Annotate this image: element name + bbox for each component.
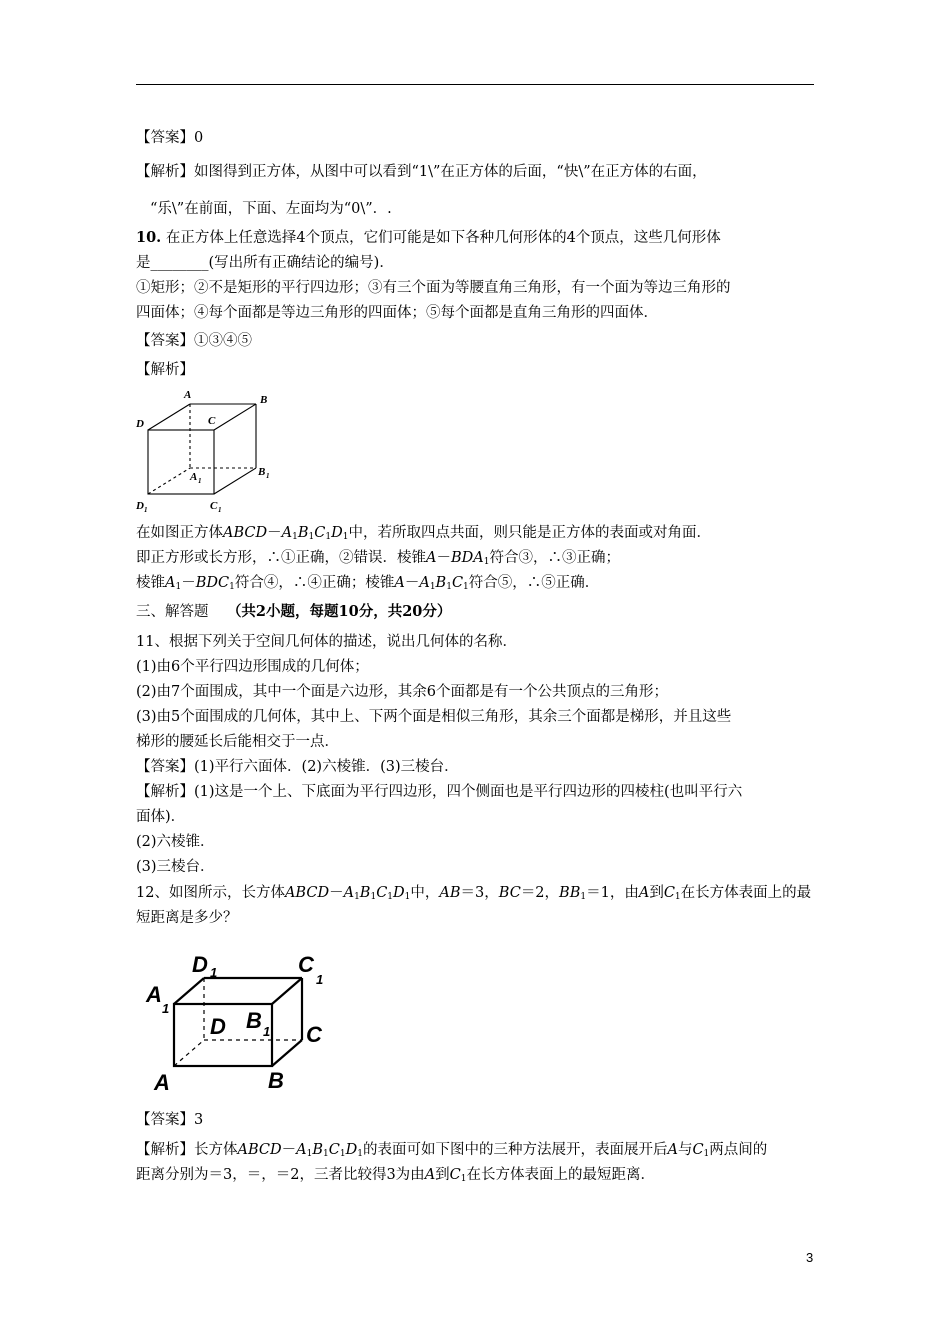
- box-label-c1: C: [298, 952, 314, 977]
- cube-label-d: D: [136, 418, 144, 430]
- svg-text:1: 1: [218, 506, 222, 514]
- cube-label-b: B: [260, 394, 268, 406]
- cube-edge: [214, 404, 256, 430]
- box-edge: [174, 978, 204, 1004]
- q11-analysis-4: (3)三棱台．: [136, 859, 215, 875]
- q11-stem: 11、根据下列关于空间几何体的描述，说出几何体的名称．: [136, 634, 517, 650]
- box-figure: [138, 942, 338, 1094]
- q9-analysis-1: 【解析】如图得到正方体，从图中可以看到“1\”在正方体的后面，“快\”在正方体的右面，: [136, 164, 707, 180]
- box-edge: [272, 978, 302, 1004]
- q11-analysis-3: (2)六棱锥．: [136, 834, 215, 850]
- q10-analysis-1: 在如图正方体$ABCD-A_1B_1C_1D_1$中，若所取四点共面，则只能是正方体的表面或对角面．: [136, 525, 711, 542]
- q10-stem-2: 是________(写出所有正确结论的编号)．: [136, 255, 394, 271]
- svg-text:1: 1: [198, 477, 202, 485]
- cube-front-face: [148, 430, 214, 494]
- box-label-b1: B: [246, 1008, 262, 1033]
- q9-answer: 【答案】0: [136, 130, 204, 146]
- box-label-a: A: [154, 1070, 170, 1094]
- svg-text:1: 1: [266, 472, 270, 480]
- q10-answer: 【答案】①③④⑤: [136, 333, 252, 349]
- cube-label-a1: A: [190, 471, 198, 483]
- q10-analysis-2: 即正方形或长方形，∴①正确，②错误．棱锥$A-BDA_1$符合③，∴③正确；: [136, 550, 620, 567]
- svg-text:1: 1: [144, 506, 148, 514]
- q12-stem-2: 短距离是多少？: [136, 910, 238, 926]
- q11-analysis-2: 面体)．: [136, 809, 186, 825]
- box-label-a1: A: [146, 982, 162, 1007]
- svg-text:1: 1: [316, 972, 324, 987]
- q11-answer: 【答案】(1)平行六面体．(2)六棱锥．(3)三棱台．: [136, 759, 459, 775]
- q11-item-3b: 梯形的腰延长后能相交于一点．: [136, 734, 339, 750]
- svg-text:1: 1: [263, 1024, 271, 1039]
- cube-label-b1: B: [258, 466, 266, 478]
- q12-answer: 【答案】3: [136, 1112, 204, 1128]
- box-label-b: B: [268, 1068, 284, 1093]
- q12-stem-1: 12、如图所示，长方体$ABCD-A_1B_1C_1D_1$中，AB＝3，BC＝2，$BB_1=1$，由A到$C_1$在长方体表面上的最: [136, 885, 812, 902]
- q11-item-1: (1)由6个平行四边形围成的几何体；: [136, 659, 369, 675]
- box-edge: [272, 1040, 302, 1066]
- q12-analysis-2: 距离分别为＝3，＝，＝2，三者比较得3为由A到$C_1$在长方体表面上的最短距离．: [136, 1167, 656, 1184]
- box-label-d: D: [210, 1014, 226, 1039]
- box-label-d1: D: [192, 952, 208, 977]
- svg-text:1: 1: [162, 1001, 170, 1016]
- cube-label-a: A: [184, 389, 192, 401]
- q11-item-2: (2)由7个面围成，其中一个面是六边形，其余6个面都是有一个公共顶点的三角形；: [136, 684, 668, 700]
- box-label-c: C: [306, 1022, 322, 1047]
- cube-label-c1: C: [210, 500, 218, 512]
- q10-options-1: ①矩形；②不是矩形的平行四边形；③有三个面为等腰直角三角形，有一个面为等边三角形的: [136, 280, 731, 296]
- part3-heading: 三、解答题 （共2小题，每题10分，共20分）: [136, 603, 452, 620]
- q9-analysis-2: “乐\”在前面，下面、左面均为“0\”．.: [150, 201, 392, 217]
- q10-options-2: 四面体；④每个面都是等边三角形的四面体；⑤每个面都是直角三角形的四面体．: [136, 305, 658, 321]
- cube-edge: [148, 404, 190, 430]
- q12-analysis-1: 【解析】长方体$ABCD-A_1B_1C_1D_1$的表面可如下图中的三种方法展开，表面展开后A与$C_1$两点间的: [136, 1142, 768, 1159]
- header-rule: [136, 84, 814, 85]
- q10-analysis-tag: 【解析】: [136, 362, 194, 378]
- cube-label-c: C: [208, 415, 216, 427]
- q11-item-3a: (3)由5个面围成的几何体，其中上、下两个面是相似三角形，其余三个面都是梯形，并且这些: [136, 709, 732, 725]
- cube-figure: [132, 384, 282, 516]
- svg-text:1: 1: [210, 965, 218, 980]
- page-number: 3: [806, 1250, 814, 1265]
- q10-stem-1: 10. 在正方体上任意选择4个顶点，它们可能是如下各种几何形体的4个顶点，这些几何形体: [136, 229, 721, 246]
- cube-edge: [214, 468, 256, 494]
- cube-label-d1: D: [136, 500, 144, 512]
- box-hidden-edge: [174, 1040, 204, 1066]
- q10-analysis-3: 棱锥$A_1-BDC_1$符合④，∴④正确；棱锥$A-A_1B_1C_1$符合⑤，∴⑤正确．: [136, 575, 600, 592]
- cube-hidden-edge: [148, 468, 190, 494]
- q11-analysis-1: 【解析】(1)这是一个上、下底面为平行四边形，四个侧面也是平行四边形的四棱柱(也叫平行六: [136, 784, 743, 800]
